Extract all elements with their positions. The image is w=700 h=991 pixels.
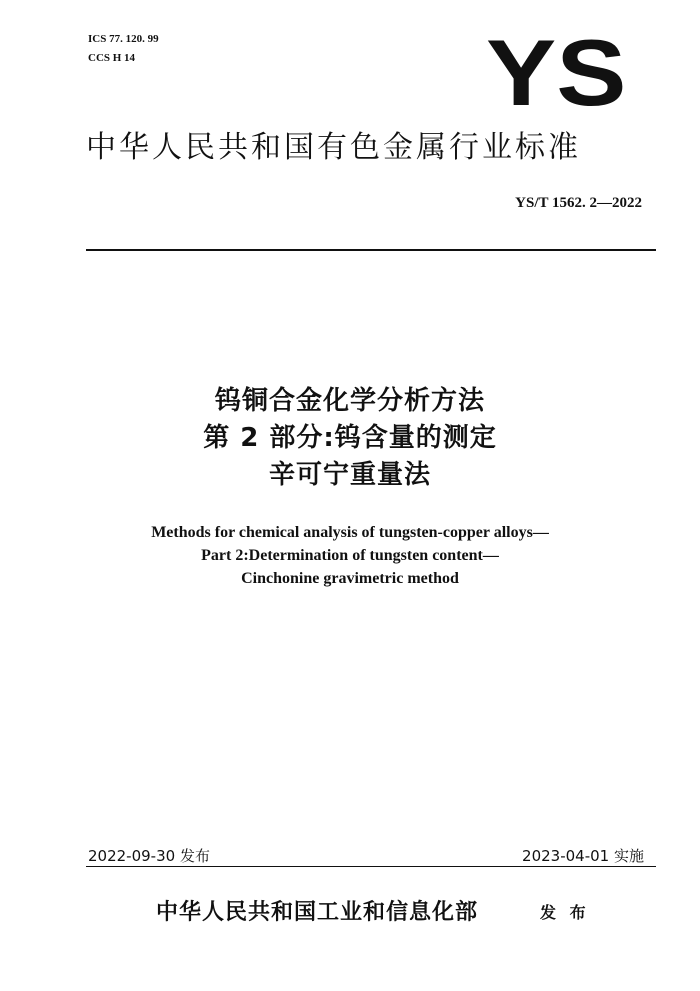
ys-logo: YS — [486, 20, 627, 125]
issue-date: 2022-09-30 发布 — [88, 847, 210, 865]
footer-divider — [86, 866, 656, 867]
publish-label: 发 布 — [540, 903, 590, 922]
title-en-line3: Cinchonine gravimetric method — [241, 570, 459, 587]
ics-code: ICS 77. 120. 99 — [88, 33, 159, 45]
title-chinese — [0, 383, 700, 494]
title-en-line1: Methods for chemical analysis of tungsten-copper alloys— — [151, 524, 549, 541]
title-english — [0, 521, 700, 590]
standard-number: YS/T 1562. 2—2022 — [515, 195, 642, 211]
implementation-date: 2023-04-01 实施 — [522, 847, 644, 865]
title-cn-line1: 钨铜合金化学分析方法 — [214, 386, 485, 416]
publisher-name: 中华人民共和国工业和信息化部 — [156, 900, 479, 925]
title-cn-line3: 辛可宁重量法 — [268, 460, 431, 490]
header-divider — [86, 249, 656, 251]
title-cn-line2: 第 2 部分:钨含量的测定 — [203, 423, 497, 453]
ccs-code: CCS H 14 — [88, 52, 136, 64]
classification-codes — [88, 30, 159, 68]
standard-category: 中华人民共和国有色金属行业标准 — [86, 130, 581, 165]
title-en-line2: Part 2:Determination of tungsten content— — [201, 547, 499, 564]
